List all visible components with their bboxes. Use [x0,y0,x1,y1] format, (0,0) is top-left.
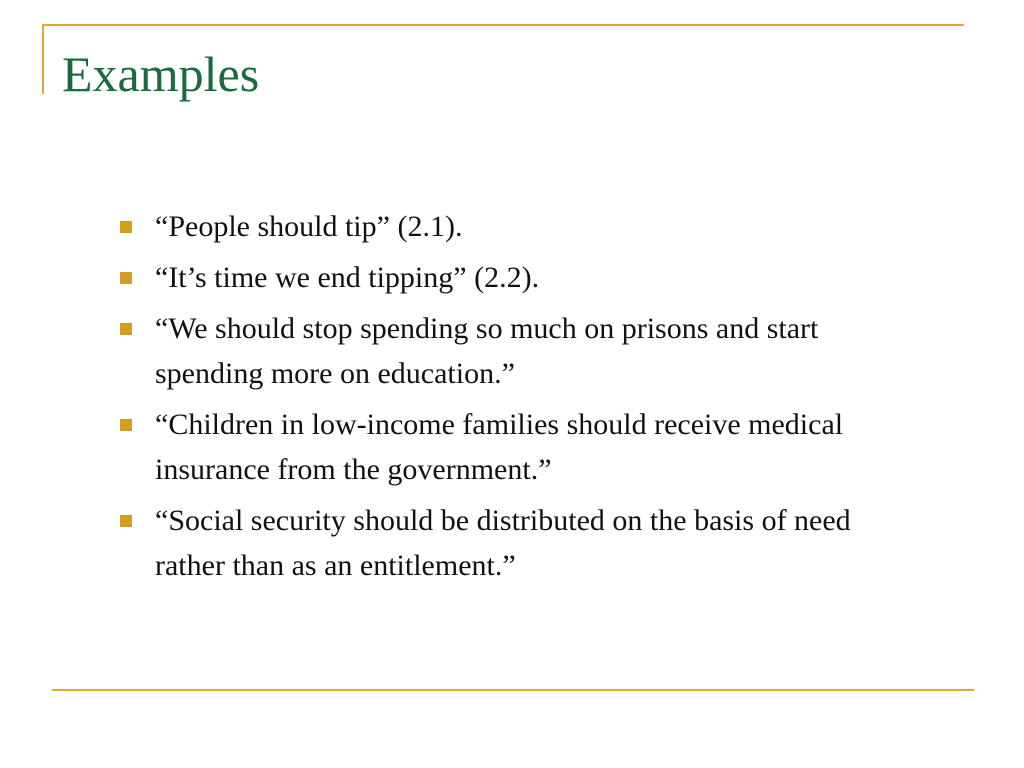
bullet-text: “We should stop spending so much on prisons and start spending more on education.” [155,312,819,390]
bullet-text: “It’s time we end tipping” (2.2). [155,261,540,294]
square-bullet-icon [120,419,132,431]
bottom-border-line [52,689,974,691]
bullet-item [118,306,918,396]
bullet-item [118,402,918,492]
square-bullet-icon [120,323,132,335]
bullet-list [118,204,918,594]
slide-title: Examples [62,46,260,102]
bullet-item [118,204,918,249]
left-border-line [42,24,44,94]
square-bullet-icon [120,221,132,233]
bullet-item [118,255,918,300]
bullet-text: “People should tip” (2.1). [155,210,463,243]
square-bullet-icon [120,515,132,527]
square-bullet-icon [120,272,132,284]
top-border-line [42,24,964,26]
bullet-item [118,498,918,588]
bullet-text: “Social security should be distributed on the basis of need rather than as an entitlement.” [155,504,851,582]
bullet-text: “Children in low-income families should receive medical insurance from the government.” [155,408,844,486]
